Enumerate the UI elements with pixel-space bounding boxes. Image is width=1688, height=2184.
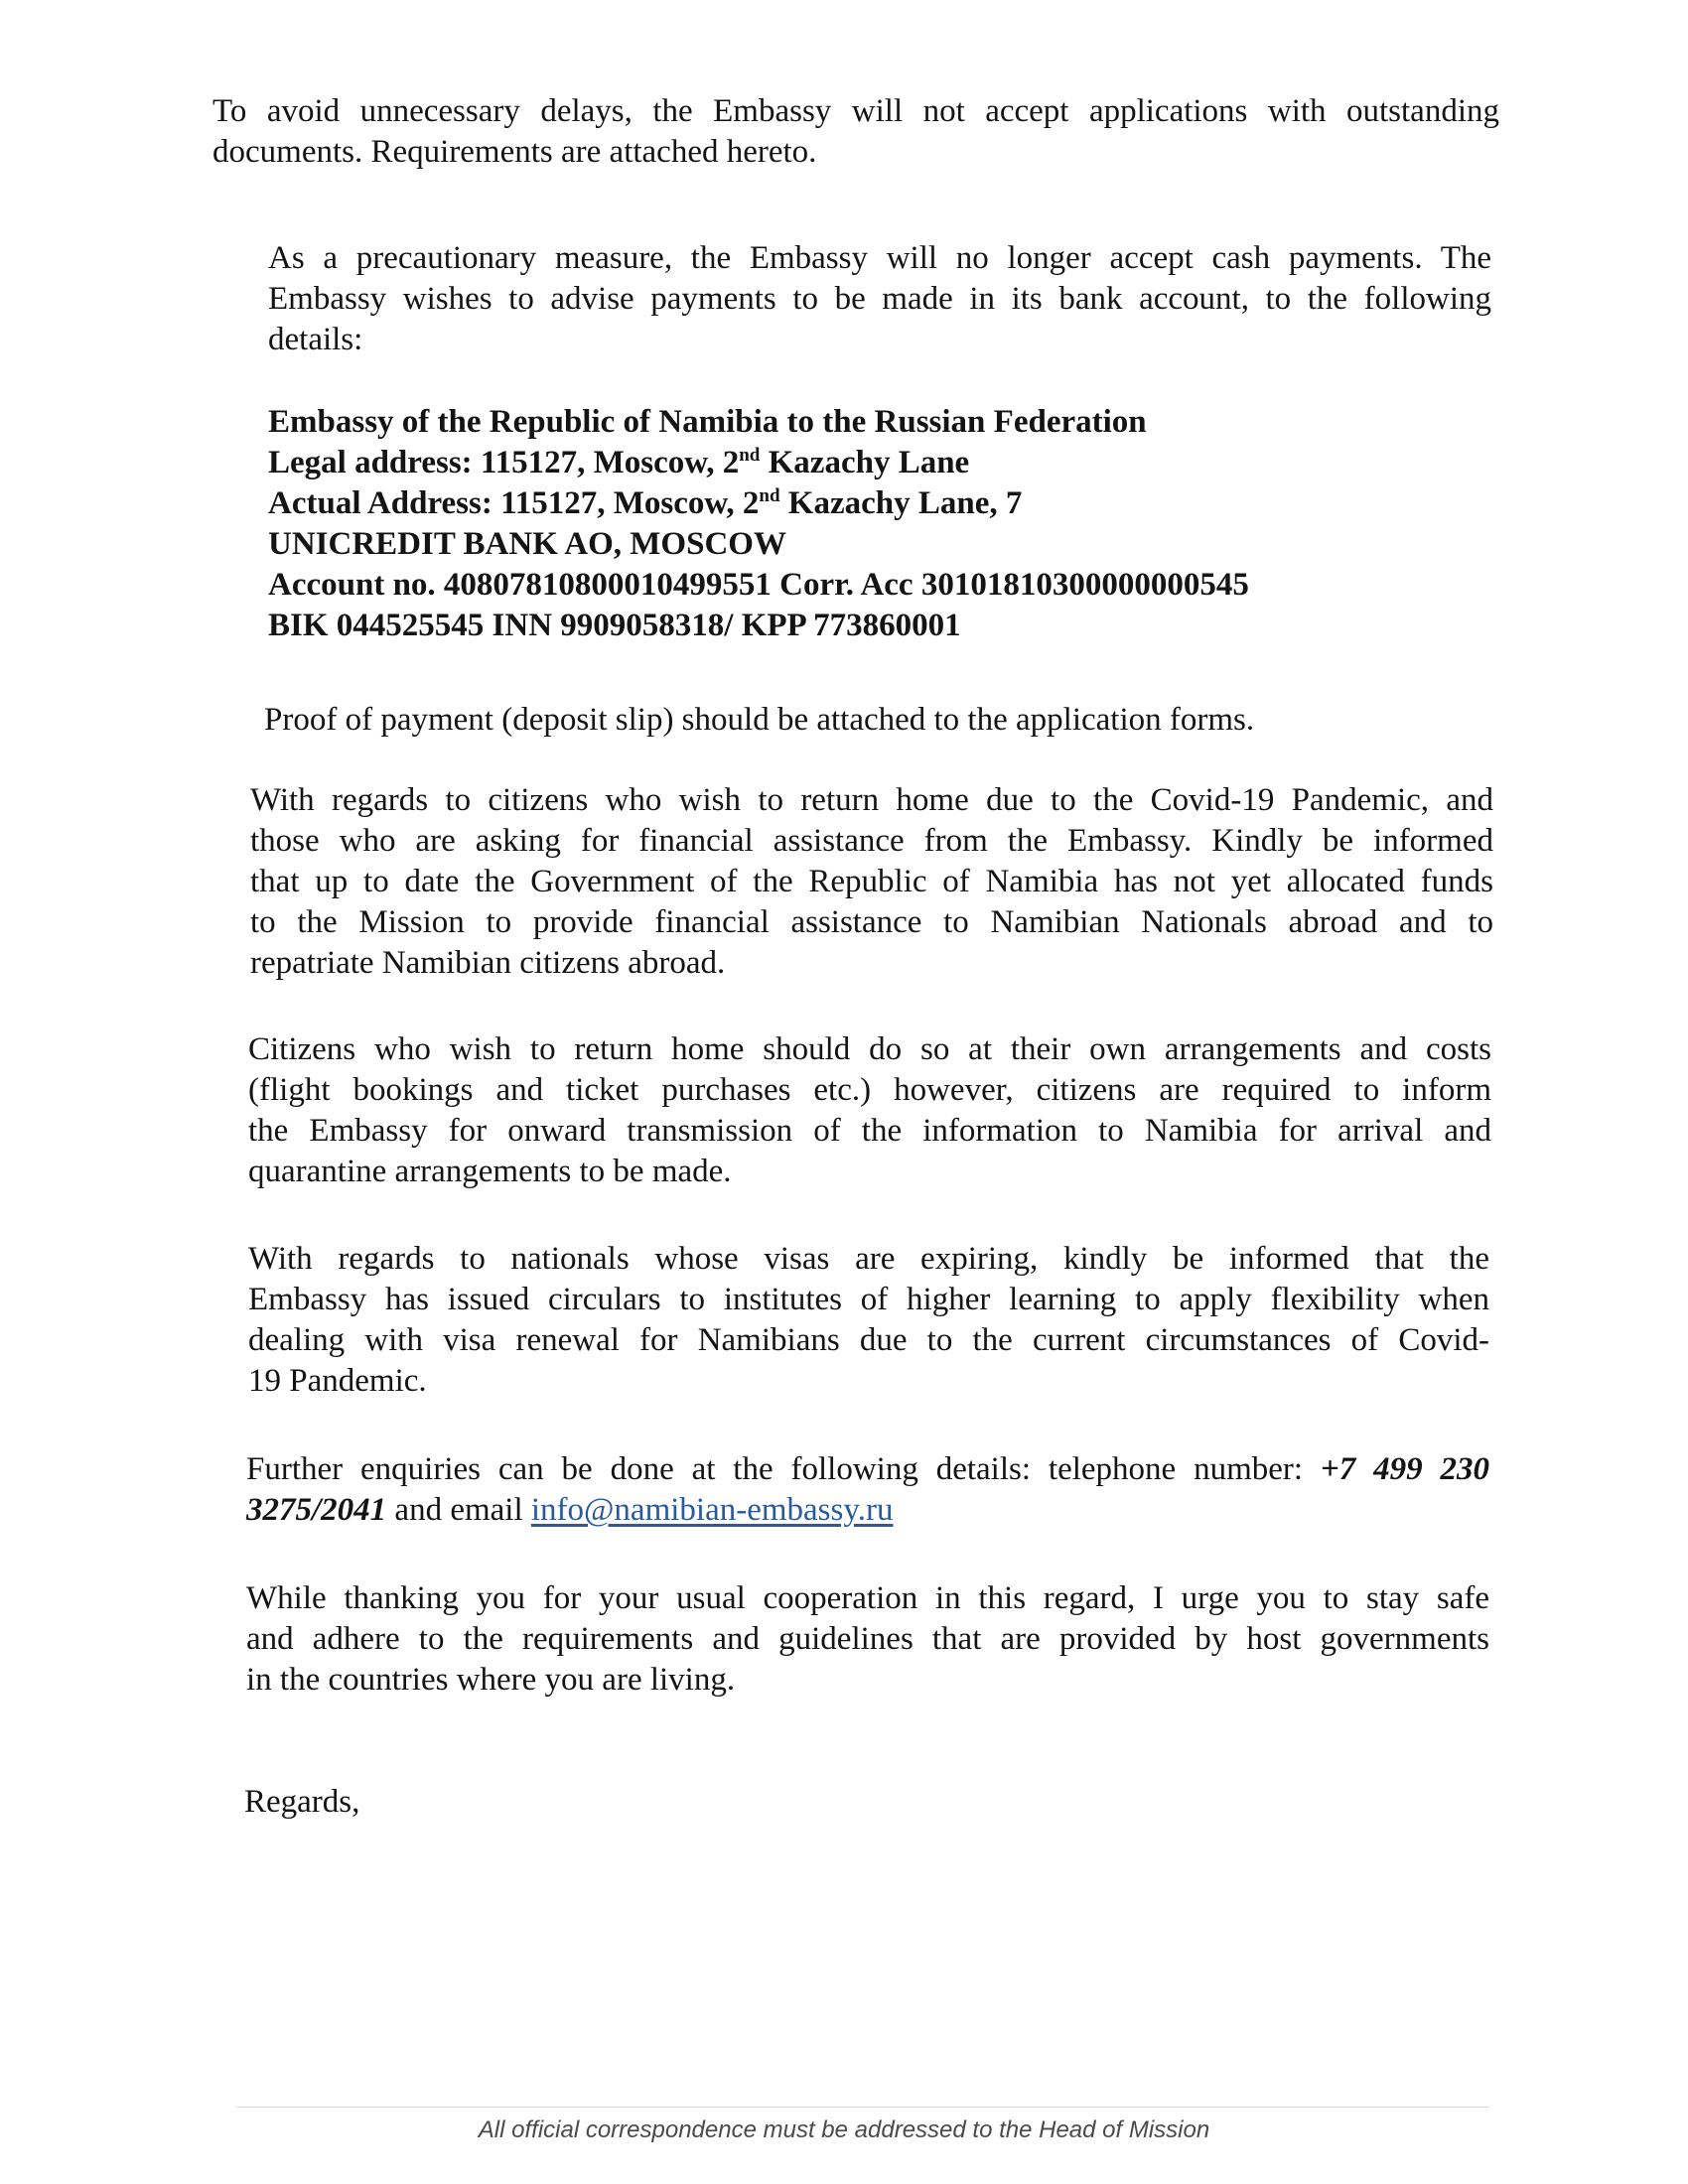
text-line: Further enquiries can be done at the following details: telephone number: +7 499 230 — [246, 1451, 1489, 1487]
text-line: that up to date the Government of the Republic of Namibia has not yet allocated funds — [250, 864, 1493, 899]
email-link[interactable]: info@namibian-embassy.ru — [530, 1492, 894, 1528]
bank-account-holder: Embassy of the Republic of Namibia to the Russian Federation — [268, 404, 1147, 440]
bank-actual-address: Actual Address: 115127, Moscow, 2nd Kazachy Lane, 7 — [268, 485, 1023, 521]
paragraph-covid — [250, 780, 1493, 984]
text-line: As a precautionary measure, the Embassy will no longer accept cash payments. The — [268, 240, 1491, 276]
text-line: (flight bookings and ticket purchases etc.) however, citizens are required to inform — [248, 1072, 1491, 1108]
bank-name: UNICREDIT BANK AO, MOSCOW — [268, 526, 786, 562]
footer-note: All official correspondence must be addressed to the Head of Mission — [478, 2116, 1210, 2143]
closing-regards — [244, 1782, 840, 1823]
paragraph-visas — [248, 1239, 1489, 1402]
footer-divider — [236, 2107, 1489, 2108]
telephone-number: +7 499 230 — [1320, 1451, 1489, 1487]
text-line: those who are asking for financial assistance from the Embassy. Kindly be informed — [250, 823, 1493, 859]
text-line: To avoid unnecessary delays, the Embassy will not accept applications with outstanding — [212, 93, 1499, 129]
text-line: and adhere to the requirements and guidelines that are provided by host governments — [246, 1621, 1489, 1657]
bank-bik: BIK 044525545 INN 9909058318/ KPP 773860001 — [268, 608, 961, 643]
text-line: the Embassy for onward transmission of the information to Namibia for arrival and — [248, 1113, 1491, 1149]
text-line: Regards, — [244, 1784, 360, 1820]
paragraph-thanks — [246, 1578, 1489, 1701]
text-line: Citizens who wish to return home should do so at their own arrangements and costs — [248, 1031, 1491, 1067]
paragraph-enquiries — [246, 1449, 1489, 1531]
paragraph-cash-payments — [268, 238, 1491, 360]
text-line: quarantine arrangements to be made. — [248, 1154, 732, 1189]
bank-account-number: Account no. 40807810800010499551 Corr. Acc 30101810300000000545 — [268, 567, 1249, 603]
text-line: documents. Requirements are attached hereto. — [212, 134, 817, 170]
bank-legal-address: Legal address: 115127, Moscow, 2nd Kazachy Lane — [268, 445, 970, 480]
text-line: Embassy wishes to advise payments to be made in its bank account, to the following — [268, 281, 1491, 317]
text-line: With regards to nationals whose visas are expiring, kindly be informed that the — [248, 1241, 1489, 1277]
text-line: in the countries where you are living. — [246, 1662, 736, 1698]
paragraph-return-home — [248, 1029, 1491, 1192]
text-line: repatriate Namibian citizens abroad. — [250, 945, 726, 981]
paragraph-delays — [212, 91, 1499, 173]
telephone-number-cont: 3275/2041 — [246, 1492, 387, 1528]
text-line: With regards to citizens who wish to return home due to the Covid-19 Pandemic, and — [250, 782, 1493, 818]
text-line: 3275/2041 and email info@namibian-embassy.ru — [246, 1492, 894, 1528]
text-line: details: — [268, 322, 363, 357]
text-line: While thanking you for your usual cooperation in this regard, I urge you to stay safe — [246, 1580, 1489, 1616]
text-line: Embassy has issued circulars to institutes of higher learning to apply flexibility when — [248, 1282, 1489, 1317]
text-line: 19 Pandemic. — [248, 1363, 427, 1399]
text-line: dealing with visa renewal for Namibians due to the current circumstances of Covid- — [248, 1322, 1489, 1358]
paragraph-proof-of-payment — [264, 700, 1495, 741]
text-line: Proof of payment (deposit slip) should be attached to the application forms. — [264, 702, 1255, 738]
bank-details — [268, 402, 1499, 646]
text-line: to the Mission to provide financial assistance to Namibian Nationals abroad and to — [250, 904, 1493, 940]
